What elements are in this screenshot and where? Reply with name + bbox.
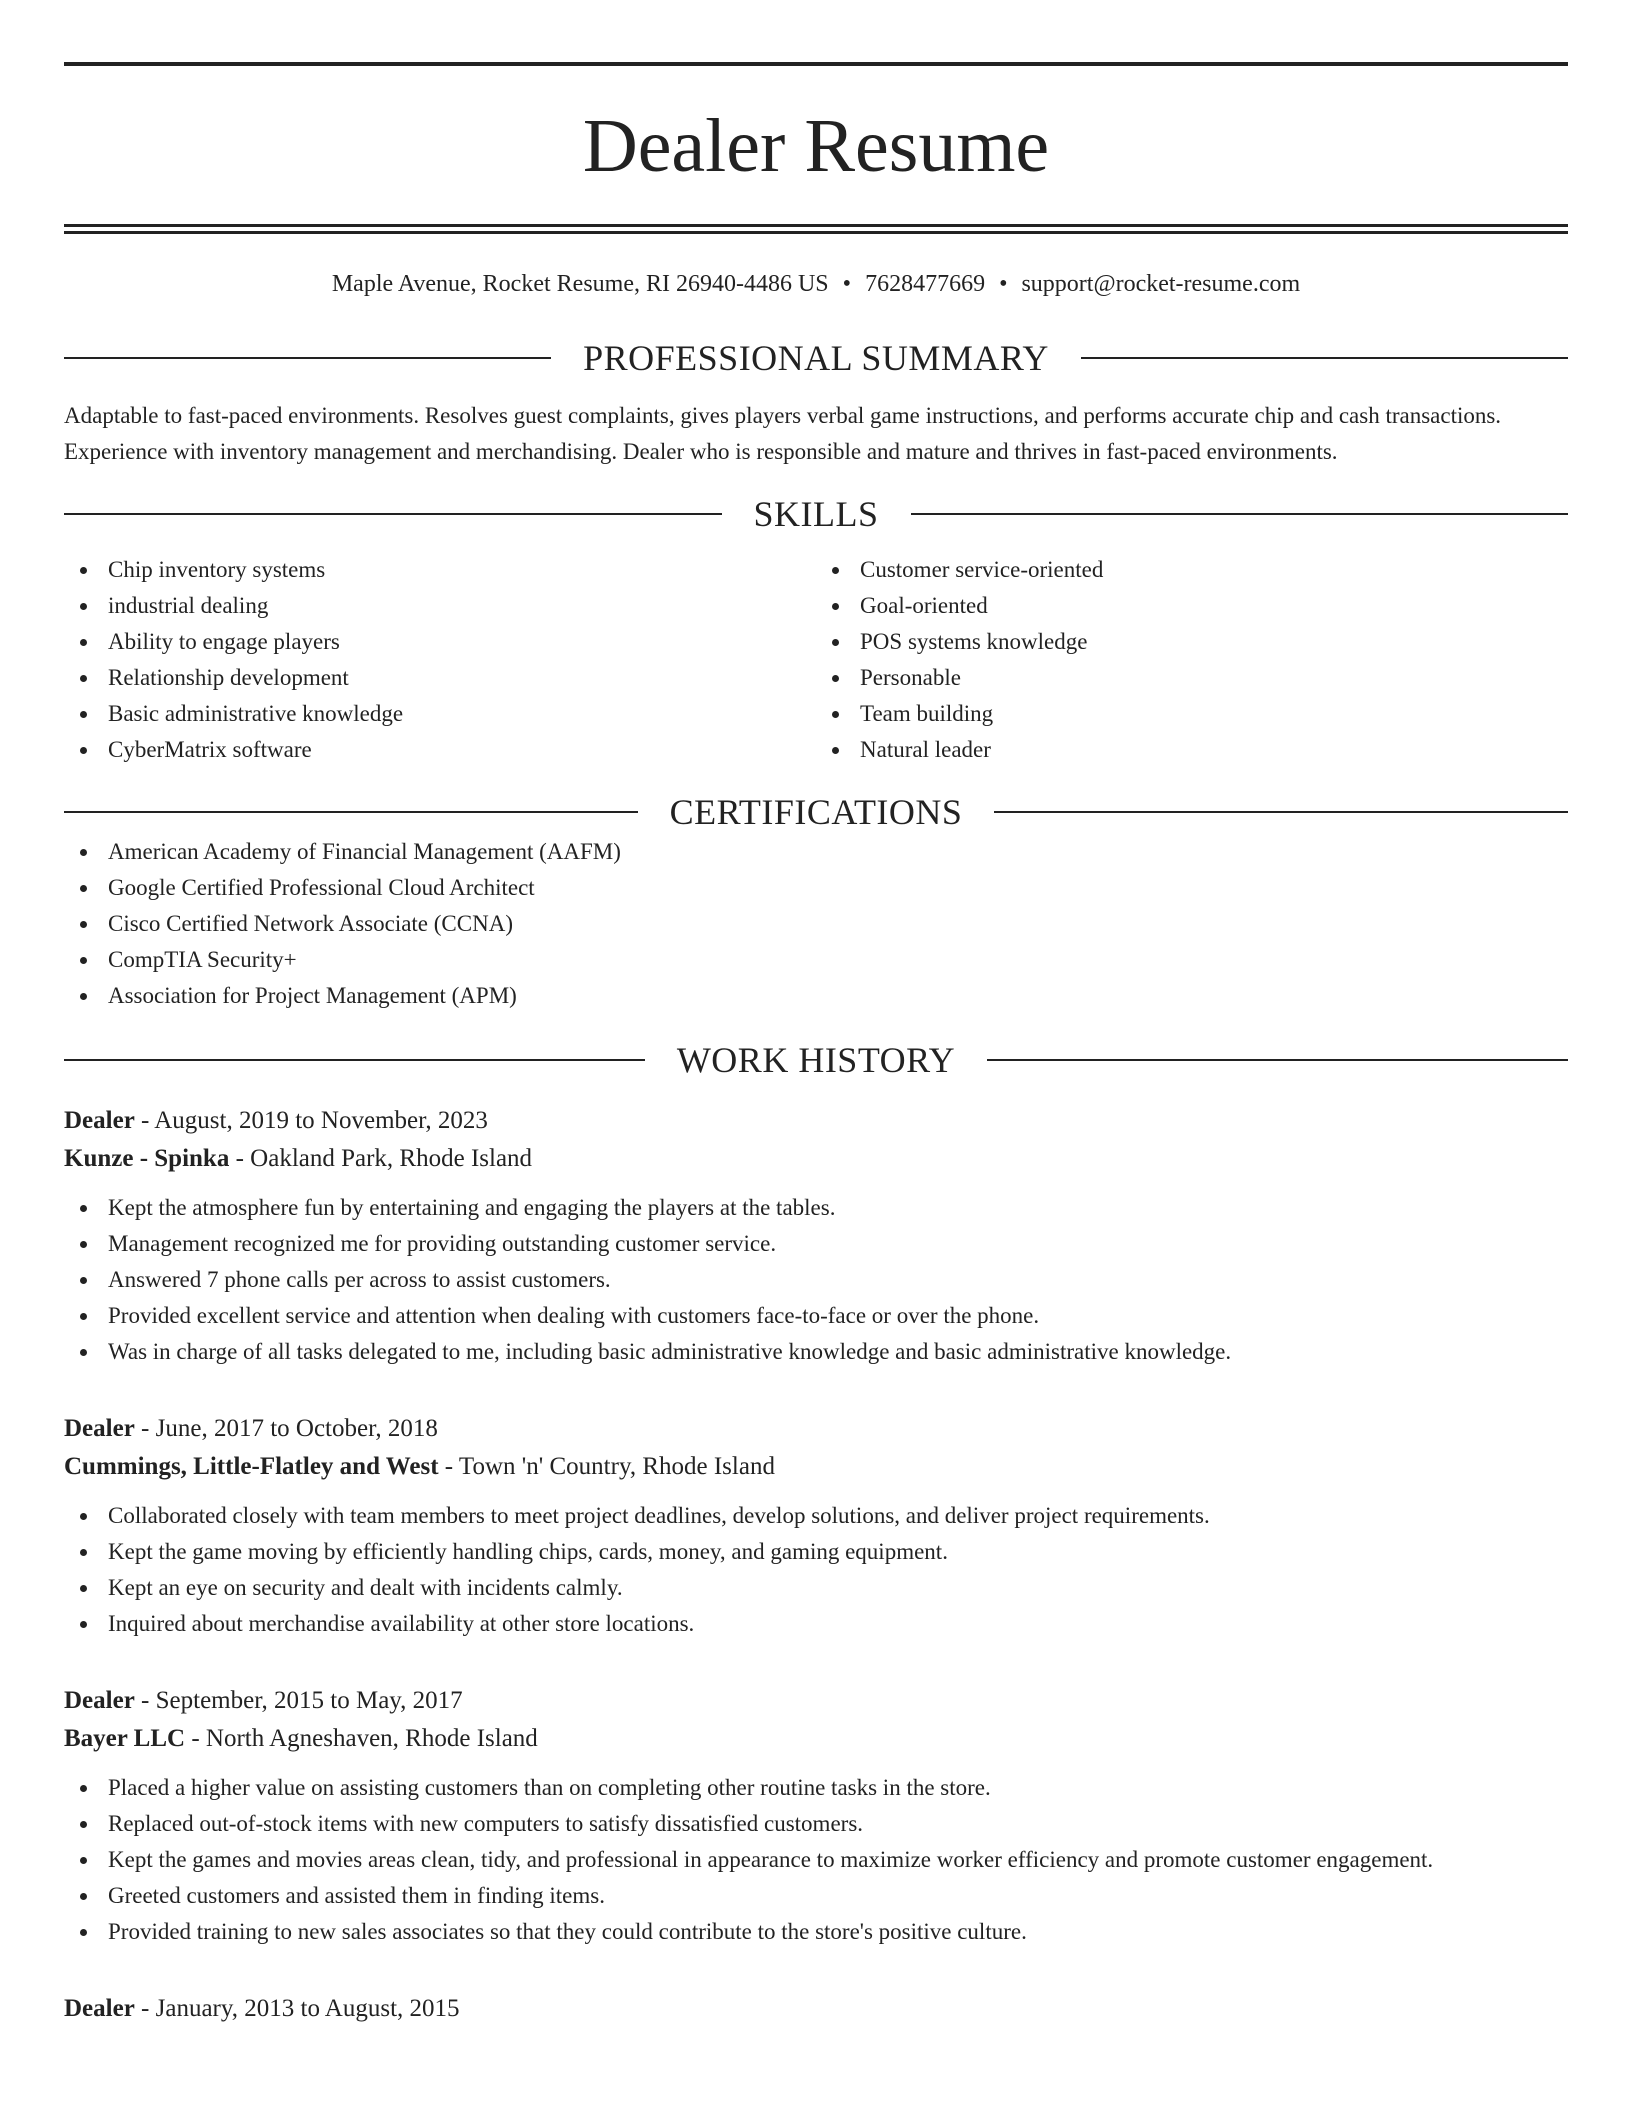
job-company: Cummings, Little-Flatley and West <box>64 1453 439 1480</box>
job-duty-item: Replaced out-of-stock items with new computers to satisfy dissatisfied customers. <box>64 1806 1568 1842</box>
job-duty-item: Management recognized me for providing outstanding customer service. <box>64 1226 1568 1262</box>
section-heading-summary <box>64 336 1568 380</box>
job-company-line <box>64 1720 1568 1758</box>
job-entry <box>64 1102 1568 1370</box>
job-dates: - August, 2019 to November, 2023 <box>134 1107 488 1134</box>
heading-rule <box>64 513 722 515</box>
skills-grid <box>64 552 1568 768</box>
contact-address: Maple Avenue, Rocket Resume, RI 26940-4486 US <box>331 271 829 297</box>
heading-rule <box>64 357 551 359</box>
job-company: Bayer LLC <box>64 1725 186 1752</box>
skill-item: Chip inventory systems <box>64 552 816 588</box>
job-title-line <box>64 1682 1568 1720</box>
job-duty-item: Provided excellent service and attention when dealing with customers face-to-face or over the phone. <box>64 1298 1568 1334</box>
job-company-line <box>64 1448 1568 1486</box>
job-duty-item: Collaborated closely with team members to meet project deadlines, develop solutions, and deliver project requirements. <box>64 1498 1568 1534</box>
certification-item: CompTIA Security+ <box>64 942 1568 978</box>
job-company: Kunze - Spinka <box>64 1145 230 1172</box>
skills-column-left <box>64 552 816 768</box>
job-duty-item: Kept the game moving by efficiently handling chips, cards, money, and gaming equipment. <box>64 1534 1568 1570</box>
contact-phone: 7628477669 <box>865 271 986 297</box>
section-heading-skills <box>64 492 1568 536</box>
certification-item: Google Certified Professional Cloud Architect <box>64 870 1568 906</box>
skill-item: CyberMatrix software <box>64 732 816 768</box>
job-title-line <box>64 1102 1568 1140</box>
job-dates: - January, 2013 to August, 2015 <box>134 1995 460 2022</box>
job-title-line <box>64 1990 1568 2028</box>
job-title: Dealer <box>64 1687 135 1714</box>
heading-rule <box>994 811 1568 813</box>
job-duty-item: Answered 7 phone calls per across to assist customers. <box>64 1262 1568 1298</box>
title-double-rule <box>64 224 1568 234</box>
skills-list-right <box>816 552 1568 768</box>
section-heading-certifications <box>64 790 1568 834</box>
contact-separator: • <box>842 271 852 297</box>
job-duty-item: Kept an eye on security and dealt with incidents calmly. <box>64 1570 1568 1606</box>
job-duties-list <box>64 1498 1568 1642</box>
certifications-list <box>64 834 1568 1014</box>
skill-item: Natural leader <box>816 732 1568 768</box>
certification-item: American Academy of Financial Management (AAFM) <box>64 834 1568 870</box>
top-rule <box>64 62 1568 66</box>
job-location: - Oakland Park, Rhode Island <box>229 1145 533 1172</box>
job-duty-item: Greeted customers and assisted them in finding items. <box>64 1878 1568 1914</box>
section-title: WORK HISTORY <box>676 1040 956 1080</box>
job-title-line <box>64 1410 1568 1448</box>
job-title: Dealer <box>64 1995 135 2022</box>
heading-rule <box>64 1059 645 1061</box>
contact-line <box>64 268 1568 300</box>
job-location: - Town 'n' Country, Rhode Island <box>438 1453 775 1480</box>
job-dates: - June, 2017 to October, 2018 <box>134 1415 438 1442</box>
job-entry <box>64 1990 1568 2028</box>
heading-rule <box>911 513 1569 515</box>
section-heading-work-history <box>64 1038 1568 1082</box>
job-duties-list <box>64 1190 1568 1370</box>
certification-item: Cisco Certified Network Associate (CCNA) <box>64 906 1568 942</box>
skill-item: POS systems knowledge <box>816 624 1568 660</box>
skill-item: Relationship development <box>64 660 816 696</box>
job-duty-item: Kept the atmosphere fun by entertaining and engaging the players at the tables. <box>64 1190 1568 1226</box>
summary-text: Adaptable to fast-paced environments. Resolves guest complaints, gives players verbal game instructions, and performs accurate chip and cash transactions. Experience with inventory management and merchandising. Dealer who is responsible and mature and thrives in fast-paced environments. <box>64 403 1502 464</box>
skills-list-left <box>64 552 816 768</box>
skill-item: Basic administrative knowledge <box>64 696 816 732</box>
skill-item: Personable <box>816 660 1568 696</box>
job-duty-item: Provided training to new sales associates so that they could contribute to the store's positive culture. <box>64 1914 1568 1950</box>
job-dates: - September, 2015 to May, 2017 <box>134 1687 463 1714</box>
certification-item: Association for Project Management (APM) <box>64 978 1568 1014</box>
heading-rule <box>1081 357 1568 359</box>
page-title: Dealer Resume <box>582 104 1050 188</box>
skill-item: industrial dealing <box>64 588 816 624</box>
contact-email: support@rocket-resume.com <box>1021 271 1301 297</box>
contact-separator: • <box>999 271 1008 297</box>
job-entry <box>64 1410 1568 1642</box>
heading-rule <box>987 1059 1568 1061</box>
skills-column-right <box>816 552 1568 768</box>
section-title: CERTIFICATIONS <box>669 792 963 832</box>
section-title: SKILLS <box>753 494 879 534</box>
job-title: Dealer <box>64 1107 135 1134</box>
job-duty-item: Kept the games and movies areas clean, tidy, and professional in appearance to maximize worker efficiency and promote customer engagement. <box>64 1842 1568 1878</box>
skill-item: Customer service-oriented <box>816 552 1568 588</box>
job-entry <box>64 1682 1568 1950</box>
job-duty-item: Was in charge of all tasks delegated to me, including basic administrative knowledge and basic administrative knowledge. <box>64 1334 1568 1370</box>
job-duty-item: Inquired about merchandise availability at other store locations. <box>64 1606 1568 1642</box>
job-title: Dealer <box>64 1415 135 1442</box>
section-title: PROFESSIONAL SUMMARY <box>583 338 1049 378</box>
job-duties-list <box>64 1770 1568 1950</box>
skill-item: Goal-oriented <box>816 588 1568 624</box>
skill-item: Team building <box>816 696 1568 732</box>
heading-rule <box>64 811 638 813</box>
job-duty-item: Placed a higher value on assisting customers than on completing other routine tasks in the store. <box>64 1770 1568 1806</box>
job-location: - North Agneshaven, Rhode Island <box>185 1725 538 1752</box>
skill-item: Ability to engage players <box>64 624 816 660</box>
job-company-line <box>64 1140 1568 1178</box>
